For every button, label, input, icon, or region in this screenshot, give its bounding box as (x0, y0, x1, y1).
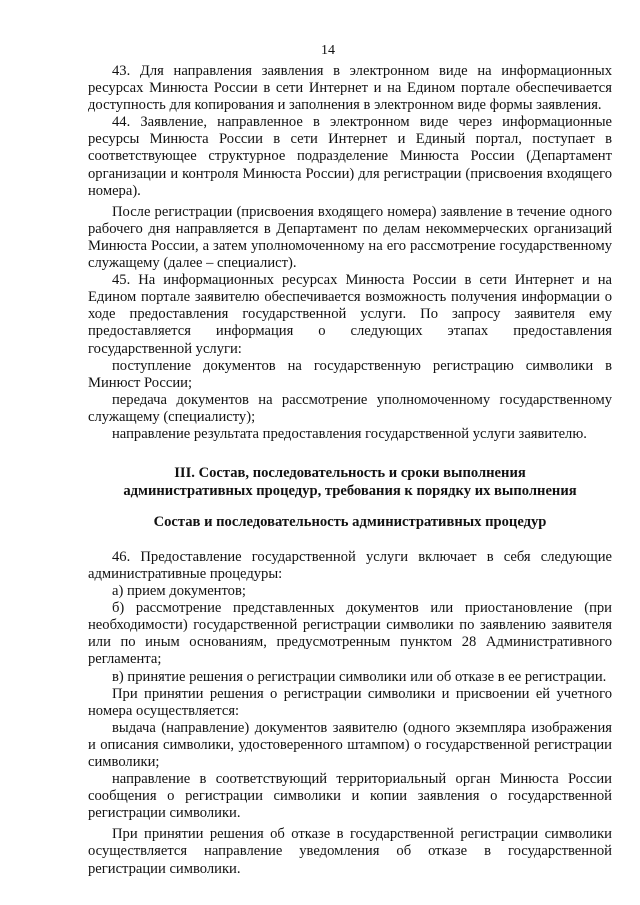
list-item: поступление документов на государственную регистрацию символики в Минюст России; (88, 357, 612, 391)
section-heading (88, 465, 612, 500)
paragraph: При принятии решения об отказе в государственной регистрации символики осуществляется направление уведомления об отказе в государственной регистрации символики. (88, 826, 612, 877)
subheading: Состав и последовательность административных процедур (153, 514, 547, 531)
list-item: а) прием документов; (112, 583, 246, 600)
paragraph: При принятии решения о регистрации символики и присвоении ей учетного номера осуществляется: (88, 685, 612, 719)
paragraph-45: 45. На информационных ресурсах Минюста России в сети Интернет и на Едином портале заявителю обеспечивается возможность получения информации о ходе предоставления государственной услуги. По запросу заявителя ему предоставляется информация о следующих этапах предоставления государственной услуги: (88, 272, 612, 357)
list-item: выдача (направление) документов заявителю (одного экземпляра изображения и описания символики, удостоверенного штампом) о государственной регистрации символики; (88, 719, 612, 770)
list-item: б) рассмотрение представленных документов или приостановление (при необходимости) государственной регистрации символики по заявлению заявителя или по иным основаниям, предусмотренным пунктом 28 Административного регламента; (88, 600, 612, 668)
list-item: направление в соответствующий территориальный орган Минюста России сообщения о регистрации символики и копии заявления о государственной регистрации символики. (88, 771, 612, 822)
paragraph-44: 44. Заявление, направленное в электронном виде через информационные ресурсы Минюста России в сети Интернет и Единый портал, поступает в соответствующее структурное подразделение Минюста России (Департамент организации и контроля Минюста России) для регистрации (присвоения входящего номера). (88, 114, 612, 199)
list-item: направление результата предоставления государственной услуги заявителю. (112, 425, 587, 442)
page-number: 14 (321, 43, 335, 58)
paragraph-43: 43. Для направления заявления в электронном виде на информационных ресурсах Минюста России в сети Интернет и на Едином портале обеспечивается доступность для копирования и заполнения в электронном виде формы заявления. (88, 63, 612, 114)
section-heading-line2: административных процедур, требования к порядку их выполнения (123, 482, 577, 499)
document-body (88, 63, 612, 878)
list-item: передача документов на рассмотрение уполномоченному государственному служащему (специалисту); (88, 391, 612, 425)
section-heading-line1: III. Состав, последовательность и сроки выполнения (174, 465, 526, 482)
list-item: в) принятие решения о регистрации символики или об отказе в ее регистрации. (112, 668, 607, 685)
paragraph-46: 46. Предоставление государственной услуги включает в себя следующие административные процедуры: (88, 548, 612, 582)
paragraph-after-registration: После регистрации (присвоения входящего номера) заявление в течение одного рабочего дня направляется в Департамент по делам некоммерческих организаций Минюста России, а затем уполномоченному на его рассмотрение государственному служащему (далее – специалист). (88, 203, 612, 272)
